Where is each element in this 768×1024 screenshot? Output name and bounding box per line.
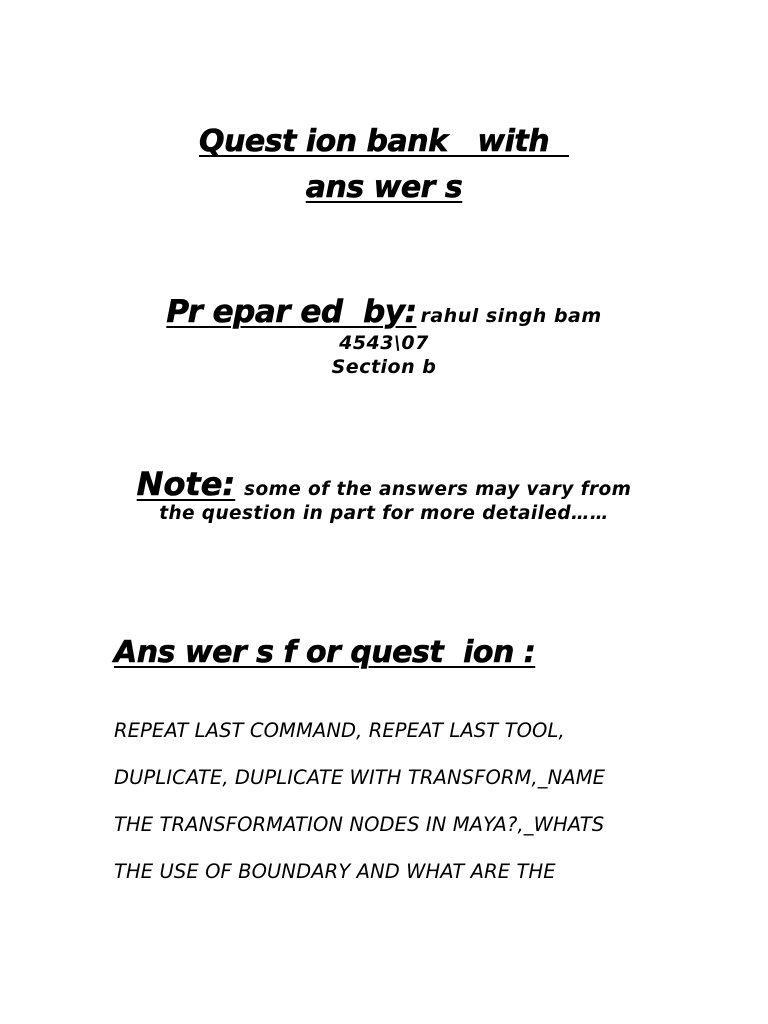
note-text-line-1: some of the answers may vary from [237,479,632,500]
roll-number: 4543\07 [339,332,429,354]
body-text-line: DUPLICATE, DUPLICATE WITH TRANSFORM,_NAME [114,766,606,789]
document-title-line-2: ans wer s [305,170,463,205]
note-text-line-2: the question in part for more detailed…… [159,503,609,524]
section-label: Section b [331,356,437,378]
document-title-line-1: Quest ion bank with [199,124,569,159]
prepared-by-label: Pr epar ed by: [166,294,417,330]
author-name: rahul singh bam [420,305,602,327]
body-text-line: REPEAT LAST COMMAND, REPEAT LAST TOOL, [114,719,565,742]
answers-heading: Ans wer s f or quest ion : [114,635,536,670]
body-text-line: THE TRANSFORMATION NODES IN MAYA?,_WHATS [114,813,605,836]
body-text-line: THE USE OF BOUNDARY AND WHAT ARE THE [114,860,556,883]
note-label: Note: [136,465,236,503]
